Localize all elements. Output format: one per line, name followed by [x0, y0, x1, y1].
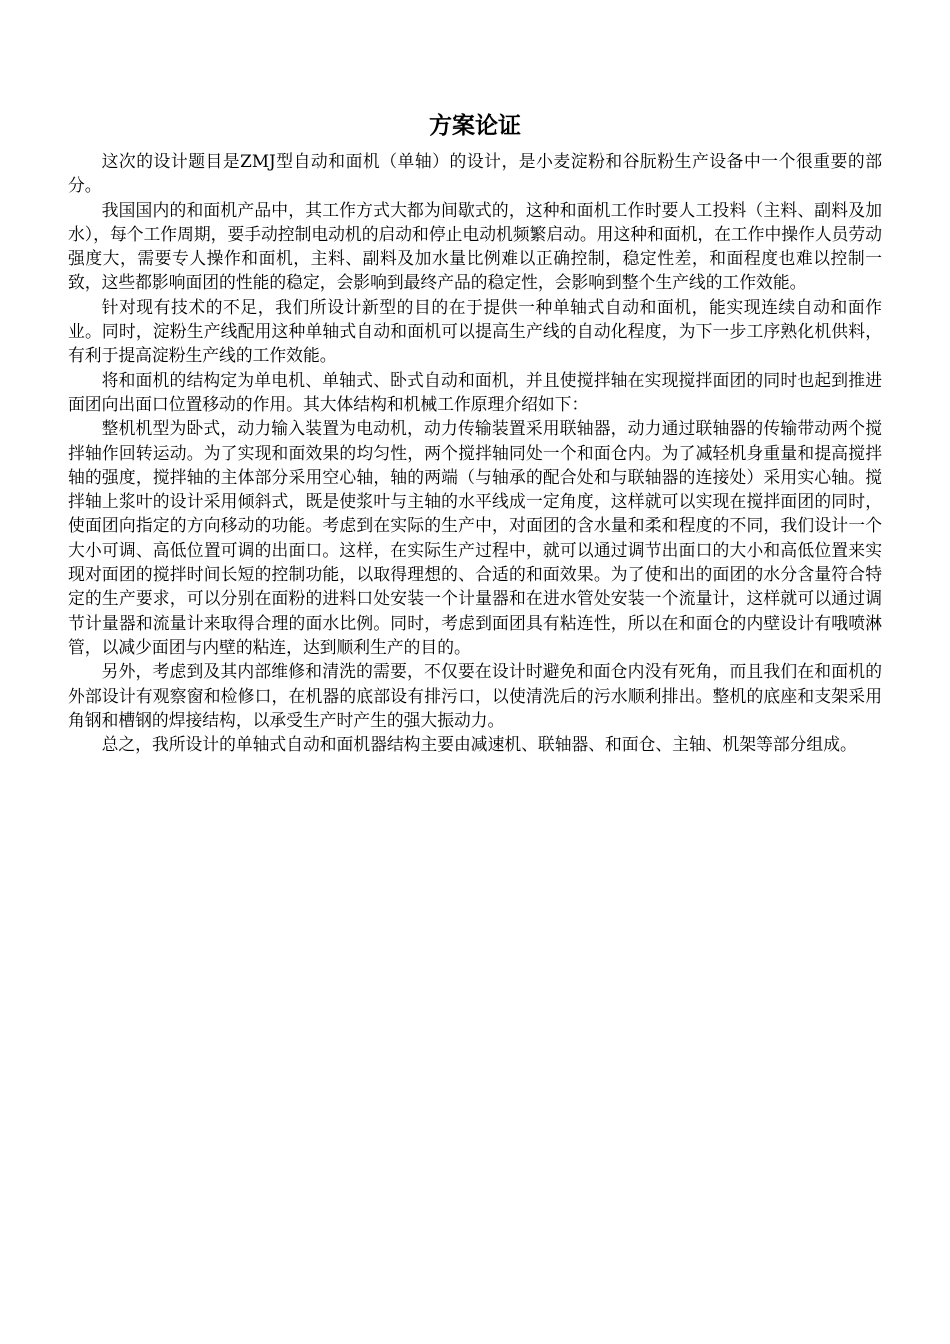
paragraph-working-principle: 整机机型为卧式，动力输入装置为电动机，动力传输装置采用联轴器，动力通过联轴器的传输带动两个搅拌轴作回转运动。为了实现和面效果的均匀性，两个搅拌轴同处一个和面仓内。为了减轻机身重量和提高搅拌轴的强度，搅拌轴的主体部分采用空心轴，轴的两端（与轴承的配合处和与联轴器的连接处）采用实心轴。搅拌轴上浆叶的设计采用倾斜式，既是使浆叶与主轴的水平线成一定角度，这样就可以实现在搅拌面团的同时，使面团向指定的方向移动的功能。考虑到在实际的生产中，对面团的含水量和柔和程度的不同，我们设计一个大小可调、高低位置可调的出面口。这样，在实际生产过程中，就可以通过调节出面口的大小和高低位置来实现对面团的搅拌时间长短的控制功能，以取得理想的、合适的和面效果。为了使和出的面团的水分含量符合特定的生产要求，可以分别在面粉的进料口处安装一个计量器和在进水管处安装一个流量计，这样就可以通过调节计量器和流量计来取得合理的面水比例。同时，考虑到面团具有粘连性，所以在和面仓的内壁设计有哦喷淋管，以减少面团与内壁的粘连，达到顺利生产的目的。 — [68, 418, 882, 657]
paragraph-summary: 总之，我所设计的单轴式自动和面机器结构主要由减速机、联轴器、和面仓、主轴、机架等部分组成。 — [101, 734, 857, 755]
paragraph-domestic-status: 我国国内的和面机产品中，其工作方式大都为间歇式的，这种和面机工作时要人工投料（主料、副料及加水），每个工作周期，要手动控制电动机的启动和停止电动机频繁启动。用这种和面机，在工作中操作人员劳动强度大，需要专人操作和面机，主料、副料及加水量比例难以正确控制，稳定性差，和面程度也难以控制一致，这些都影响面团的性能的稳定，会影响到最终产品的稳定性，会影响到整个生产线的工作效能。 — [68, 199, 882, 293]
document-body — [68, 149, 882, 756]
page-title: 方案论证 — [429, 113, 521, 139]
paragraph-intro: 这次的设计题目是ZMJ型自动和面机（单轴）的设计，是小麦淀粉和谷朊粉生产设备中一个很重要的部分。 — [68, 151, 882, 196]
paragraph-design-purpose: 针对现有技术的不足，我们所设计新型的目的在于提供一种单轴式自动和面机，能实现连续自动和面作业。同时，淀粉生产线配用这种单轴式自动和面机可以提高生产线的自动化程度，为下一步工序熟化机供料，有利于提高淀粉生产线的工作效能。 — [68, 296, 882, 366]
paragraph-maintenance: 另外，考虑到及其内部维修和清洗的需要，不仅要在设计时避免和面仓内没有死角，而且我们在和面机的外部设计有观察窗和检修口，在机器的底部设有排污口，以使清洗后的污水顺利排出。整机的底座和支架采用角钢和槽钢的焊接结构，以承受生产时产生的强大振动力。 — [68, 661, 882, 730]
paragraph-structure-type: 将和面机的结构定为单电机、单轴式、卧式自动和面机，并且使搅拌轴在实现搅拌面团的同时也起到推进面团向出面口位置移动的作用。其大体结构和机械工作原理介绍如下： — [68, 369, 882, 414]
